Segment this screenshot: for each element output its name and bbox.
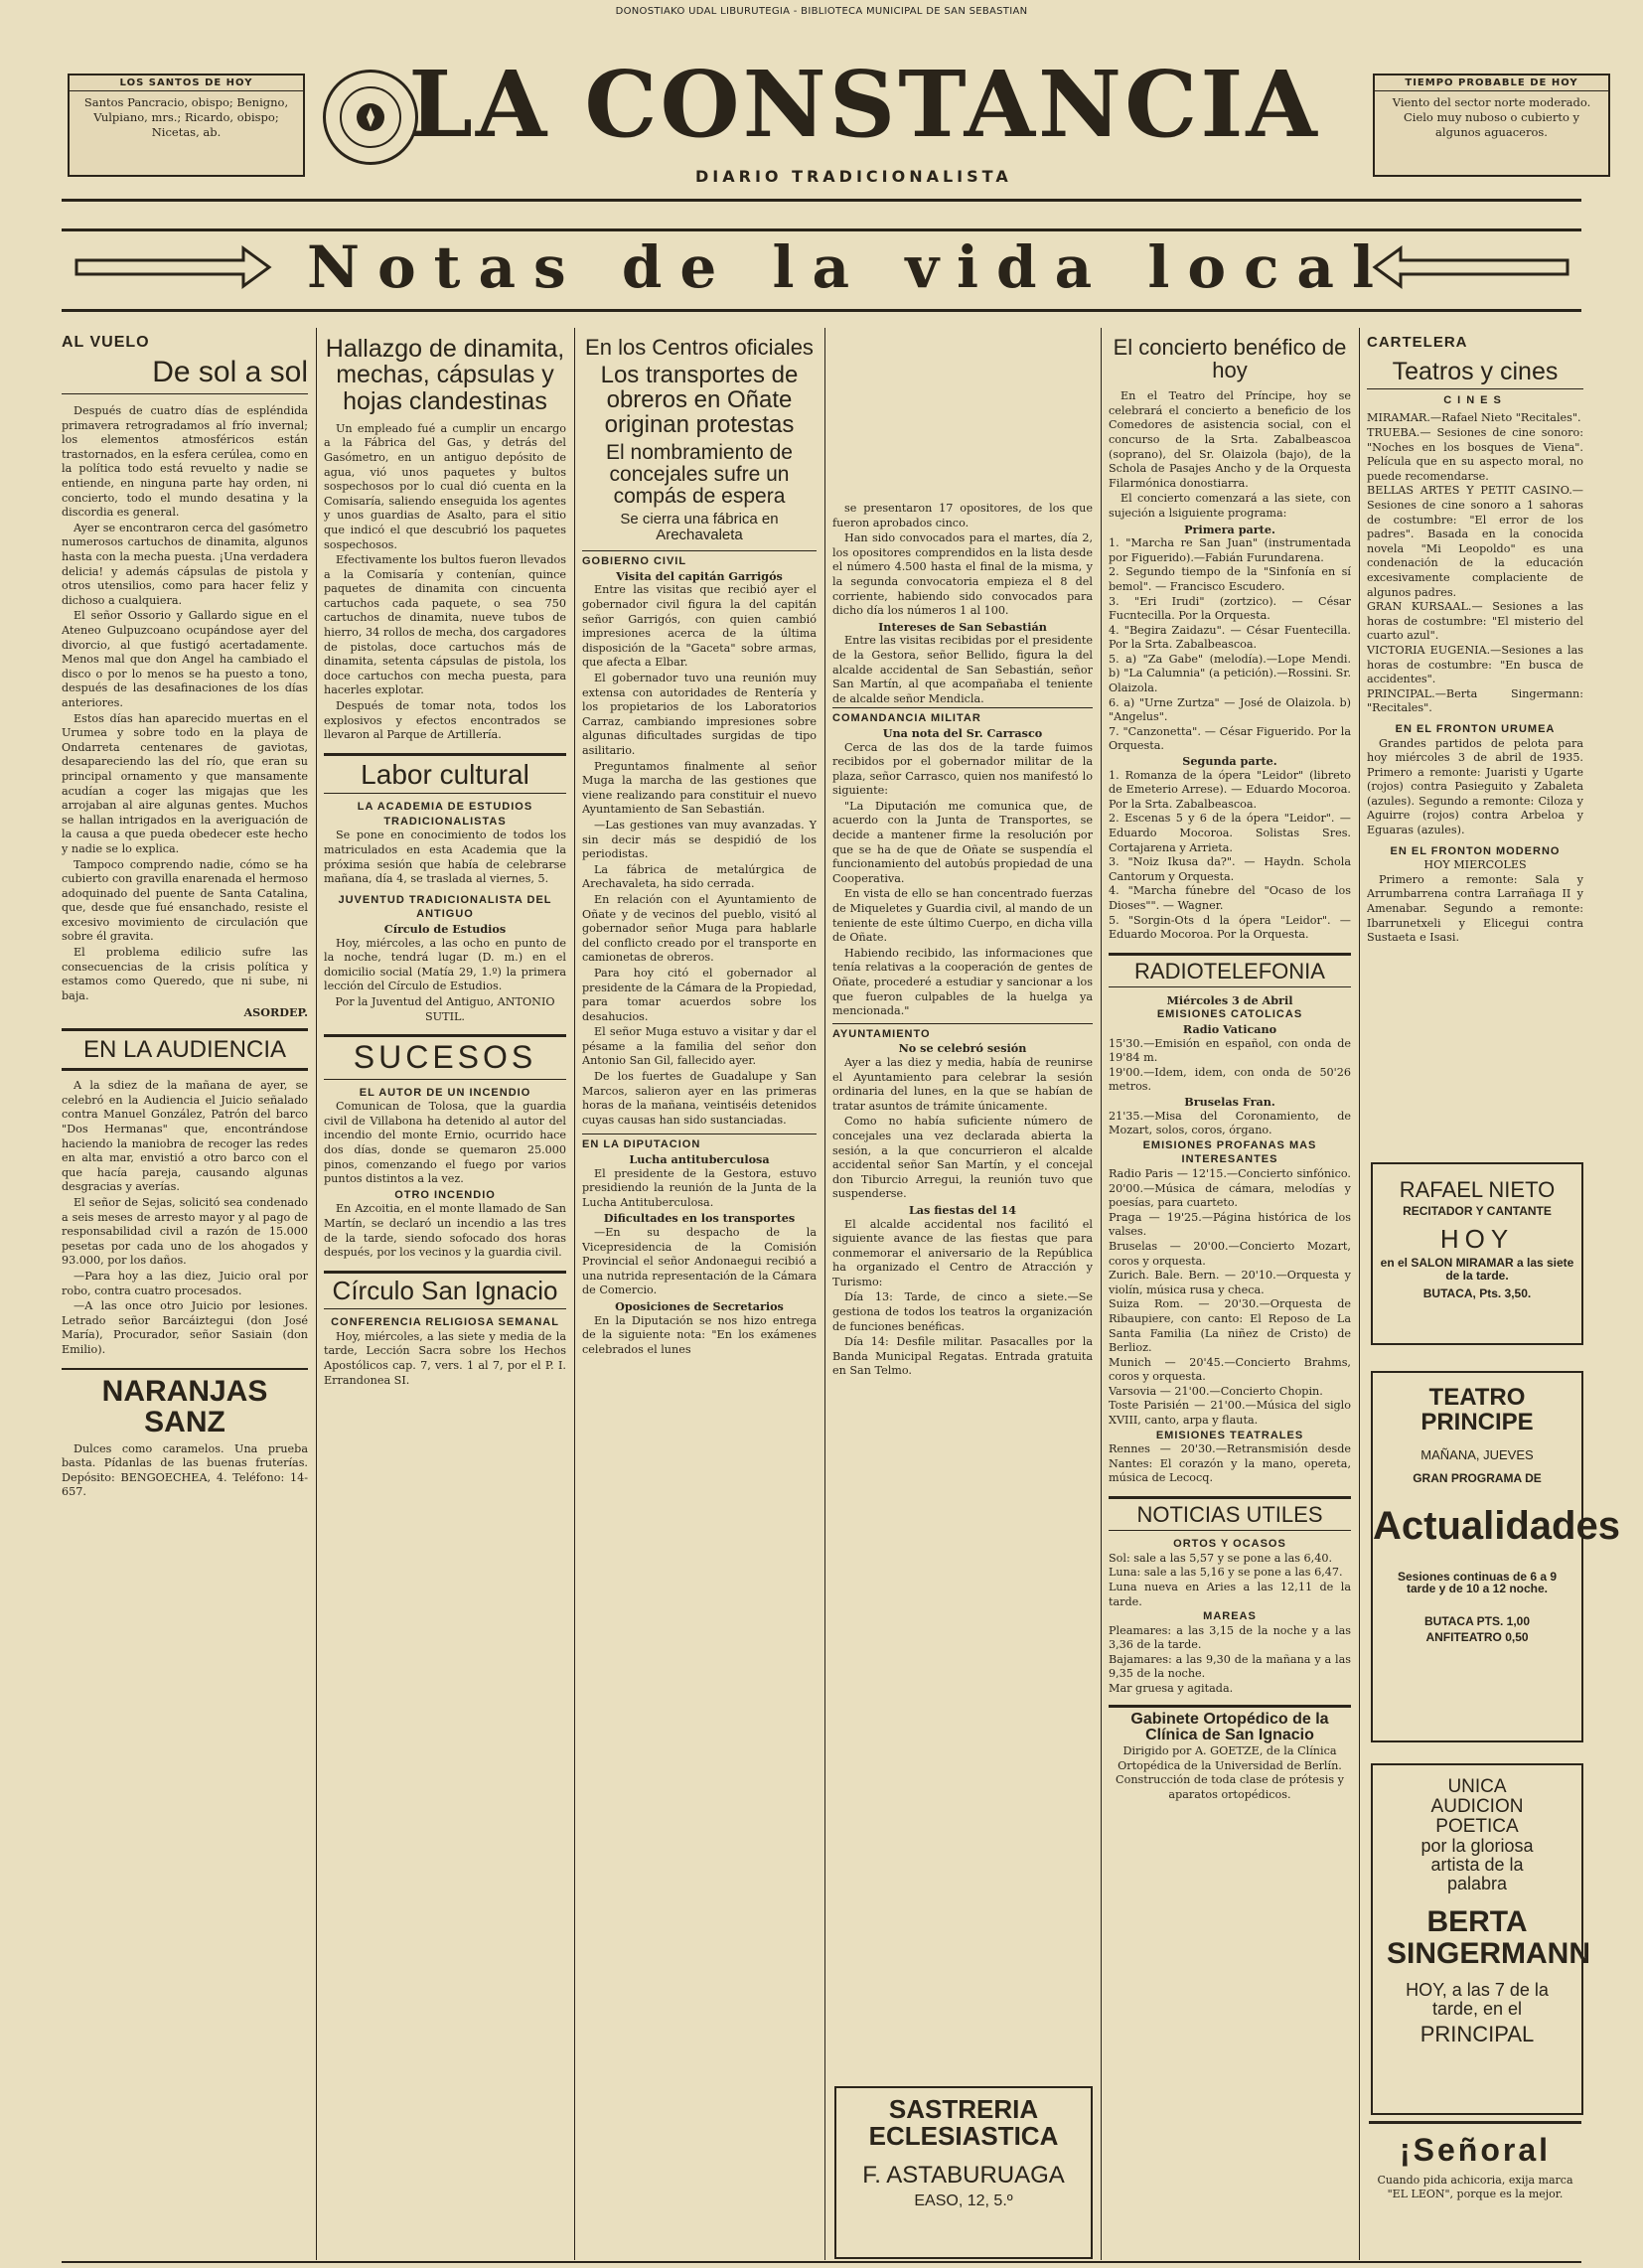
paragraph: El concierto comenzará a las siete, con sujeción a lsiguiente programa: xyxy=(1109,492,1351,520)
paragraph: Grandes partidos de pelota para hoy miércoles 3 de abril de 1935. Primero a remonte: Juaristi y Ugarte (rojos) contra Pasieguito y Zabaleta (azules). Segundo a remonte: Ciloza y Aguirre (rojos) contra Arbeloa y Eguaras (azules). xyxy=(1367,736,1583,837)
paragraph: —Para hoy a las diez, Juicio oral por robo, contra cuatro procesados. xyxy=(62,1269,308,1297)
column-cartelera xyxy=(1367,336,1583,1031)
radio-line: Rennes — 20'30.—Retransmisión desde Nantes: El corazón y la mano, opereta, música de Lecocq. xyxy=(1109,1442,1351,1485)
ad-principe-sessions: Sesiones continuas de 6 a 9 tarde y de 10 a 12 noche. xyxy=(1397,1569,1558,1596)
paragraph: A la sdiez de la mañana de ayer, se celebró en la Audiencia el Juicio señalado contra Manuel González, Patrón del barco "Dos Hermanas" que, encontrándose haciendo la maniobra de recoger las redes en alta mar, envistió a otro barco con el que hacía pareja, causando algunas desgracias y averías. xyxy=(62,1079,308,1194)
ad-naranjas-text: Dulces como caramelos. Una prueba basta. Pídanlas de las buenas fruterías. Depósito: BENGOECHEA, 4. Teléfono: 14-657. xyxy=(62,1441,308,1499)
headline-sucesos: SUCESOS xyxy=(324,1034,566,1080)
ad-gabinete-ortopedico: Gabinete Ortopédico de la Clínica de San Ignacio xyxy=(1109,1705,1351,1745)
paragraph: El alcalde accidental nos facilitó el siguiente avance de las fiestas que para conmemorar el aniversario de la República ha organizado el Centro de Atracción y Turismo: xyxy=(832,1217,1093,1288)
subhead: EMISIONES PROFANAS MAS INTERESANTES xyxy=(1142,1138,1317,1166)
paragraph: Hoy, miércoles, a las ocho en punto de la noche, tendrá lugar (D. m.) en el domicilio social (Matía 29, 1.º) la primera lección del Círculo de Estudios. xyxy=(324,936,566,993)
radio-line: Zurich. Bale. Bern. — 20'10.—Orquesta y violín, música rusa y checa. xyxy=(1109,1269,1351,1296)
radio-line: Radio Paris — 12'15.—Concierto sinfónico. 20'00.—Música de cámara, melodías y poesías, para cuarteto. xyxy=(1109,1166,1351,1210)
ad-berta-line: AUDICION xyxy=(1430,1795,1524,1817)
headline-circulo-san-ignacio: Círculo San Ignacio xyxy=(324,1271,566,1309)
paragraph: En Azcoitia, en el monte llamado de San Martín, se declaró un incendio a las tres de la tarde, siendo sofocado dos horas después, por los vecinos y la guardia civil. xyxy=(324,1202,566,1260)
info-line: Pleamares: a las 3,15 de la noche y a las 3,36 de la tarde. xyxy=(1109,1623,1351,1652)
paragraph: El gobernador tuvo una reunión muy extensa con autoridades de Rentería y los propietarios de los Laboratorios Carraz, cambiando impresiones sobre algunas dificultades surgidas de tipo asilitario. xyxy=(582,672,817,758)
info-line: Luna: sale a las 5,16 y se pone a las 6,47. xyxy=(1109,1566,1343,1580)
paragraph: Un empleado fué a cumplir un encargo a la Fábrica del Gas, y detrás del Gasómetro, en un antiguo depósito de agua, vió unos paquetes y bultos sospechosos por lo cual dió cuenta en la Comisaría, saliendo enseguida los agentes y unos guardias de Asalto, para el sitio que indicó el que descubrió los paquetes sospechosos. xyxy=(324,421,566,551)
paragraph: En relación con el Ayuntamiento de Oñate y de vecinos del pueblo, visitó al gobernador señor Muga para hablarle del conflicto creado por el transporte en camionetas de obreros. xyxy=(582,892,817,965)
paragraph: Después de tomar nota, todos los explosivos y efectos encontrados se llevaron al Parque de Artillería. xyxy=(324,699,566,742)
headline-labor-cultural: Labor cultural xyxy=(324,753,566,794)
weather-box-text: Viento del sector norte moderado. Cielo muy nuboso o cubierto y algunos aguaceros. xyxy=(1392,95,1591,139)
ad-nieto-hoy: HOY xyxy=(1439,1223,1515,1254)
ad-naranjas-sanz: NARANJAS SANZ xyxy=(62,1368,308,1438)
section-gobierno-civil: GOBIERNO CIVIL xyxy=(582,550,817,569)
subhead: OTRO INCENDIO xyxy=(394,1188,496,1201)
ad-sastreria-address: EASO, 12, 5.º xyxy=(914,2192,1013,2209)
paragraph: En el Teatro del Príncipe, hoy se celebrará el concierto a beneficio de los Comedores de asistencia social, con el concurso de la Srta. Zabalbeascoa (soprano), del Sr. Olaizola (bajo), de la Schola de Pasajes Ancho y de la Orquesta Filarmónica donostiarra. xyxy=(1109,389,1351,490)
subhead: CONFERENCIA RELIGIOSA SEMANAL xyxy=(331,1316,559,1329)
headline-de-sol-a-sol: De sol a sol xyxy=(62,357,308,395)
subhead: EN EL FRONTON URUMEA xyxy=(1395,722,1556,735)
program-item: 3. "Eri Irudi" (zortzico). — César Fucntecilla. Por la Orquesta. xyxy=(1109,594,1351,623)
subhead: No se celebró sesión xyxy=(898,1041,1027,1056)
ad-berta-when: HOY, a las 7 de la tarde, en el xyxy=(1406,1980,1549,2020)
subhead: MAREAS xyxy=(1203,1610,1257,1623)
paragraph: En la Diputación se nos hizo entrega de la siguiente nota: "En los exámenes celebrados el lunes xyxy=(582,1313,817,1356)
paragraph: Cerca de las dos de la tarde fuimos recibidos por el gobernador militar de la plaza, señor Carrasco, quien nos manifestó lo siguiente: xyxy=(832,740,1093,798)
subhead: LA ACADEMIA DE ESTUDIOS TRADICIONALISTAS xyxy=(357,801,533,828)
headline-audiencia: EN LA AUDIENCIA xyxy=(62,1028,308,1071)
ad-sastreria-name: F. ASTABURUAGA xyxy=(862,2161,1065,2189)
kicker-cartelera: CARTELERA xyxy=(1367,336,1468,351)
paragraph: Ayer a las diez y media, había de reunirse el Ayuntamiento para celebrar la sesión ordinaria del lunes, en la que se habían de tratar asuntos de trámite únicamente. xyxy=(832,1055,1093,1113)
paragraph: De los fuertes de Guadalupe y San Marcos, salieron ayer en las primeras horas de la mañana, veintiséis detenidos cuyas causas han sido sustanciadas. xyxy=(582,1070,817,1127)
paragraph: Entre las visitas que recibió ayer el gobernador civil figura la del capitán señor Garrigós, con quien cambió impresiones acerca de la última disposición de la "Gaceta" sobre armas, que afecta a Elbar. xyxy=(582,583,817,670)
ad-principe-title: TEATRO PRINCIPE xyxy=(1420,1384,1534,1436)
subhead: EL AUTOR DE UN INCENDIO xyxy=(359,1086,531,1099)
subhead: Lucha antituberculosa xyxy=(629,1152,770,1167)
paragraph: Como no había suficiente número de concejales una vez declarada abierta la sesión, a la que concurrieron el alcalde accidental señor San Martín, y el concejal don Tiburcio Arregui, la reunión tuvo que suspenderse. xyxy=(832,1115,1093,1201)
paragraph: Efectivamente los bultos fueron llevados a la Comisaría y contenían, quince paquetes de dinamita con cincuenta cartuchos cada paquete, o sea 750 cartuchos de dinamita, nueve tubos de hierro, 34 rollos de mecha, dos cargadores de pistolas, doce cartuchos más de dinamita, setenta cápsulas de pistola, los doce cartuchos con mecha puesta, para hacerles explotar. xyxy=(324,553,566,697)
saints-box-head: LOS SANTOS DE HOY xyxy=(70,76,303,91)
ad-sastreria-title: SASTRERIA ECLESIASTICA xyxy=(868,2094,1059,2152)
paragraph: El señor Ossorio y Gallardo sigue en el Ateneo Gulpuzcoano ocupándose ayer del divorcio, al que fustigó acertadamente. Menos mal que don Angel ha cambiado el disco o por lo menos se ha puesto a tono, después de las desafinaciones de los días anteriores. xyxy=(62,609,308,709)
subhead: Una nota del Sr. Carrasco xyxy=(882,725,1043,740)
subhead: EMISIONES CATOLICAS xyxy=(1156,1008,1303,1021)
radio-line: 19'00.—Idem, idem, con onda de 50'26 metros. xyxy=(1109,1065,1351,1094)
ad-principe-day: MAÑANA, JUEVES xyxy=(1420,1447,1534,1463)
listing: PRINCIPAL.—Berta Singermann: "Recitales". xyxy=(1367,686,1583,715)
newspaper-title: LA CONSTANCIA xyxy=(408,51,1320,158)
paragraph: En vista de ello se han concentrado fuerzas de Miqueletes y Guardia civil, al mando de un teniente de este último Cuerpo, en dicha villa de Oñate. xyxy=(832,887,1093,945)
ad-senora-title: ¡Señoral xyxy=(1399,2132,1552,2168)
paragraph: Día 13: Tarde, de cinco a siete.—Se gestiona de todos los teatros la organización de funciones benéficas. xyxy=(832,1290,1093,1333)
column-dinamita xyxy=(324,336,566,2258)
column-divider xyxy=(1101,328,1102,2260)
weather-box-head: TIEMPO PROBABLE DE HOY xyxy=(1375,76,1608,91)
headline-transportes-onate: Los transportes de obreros en Oñate originan protestas xyxy=(600,362,799,439)
ad-berta-singermann xyxy=(1371,1763,1591,2115)
paragraph: Primero a remonte: Sala y Arrumbarrena contra Larrañaga II y Amenabar. Segundo a remonte: Ibarrunetxeli y Elicegui contra Sustaeta e Isasi. xyxy=(1367,872,1583,945)
program-item: 4. "Begira Zaidazu". — César Fuentecilla. Por la Srta. Zabalbeascoa. xyxy=(1109,623,1351,652)
paragraph: "La Diputación me comunica que, de acuerdo con la Junta de Transportes, se decide a mantener firme la resolución por que se ha de que de Oñate se suspendía el funcionamiento del autobús propiedad de una Cooperativa. xyxy=(832,799,1093,885)
ad-nieto-role: RECITADOR Y CANTANTE xyxy=(1403,1204,1552,1219)
signature: Por la Juventud del Antiguo, ANTONIO SUTIL. xyxy=(335,994,555,1023)
listing: GRAN KURSAAL.— Sesiones a las horas de costumbre: "El misterio del cuarto azul". xyxy=(1367,600,1583,643)
paragraph: El señor de Sejas, solicitó sea condenado a seis meses de arresto mayor y al pago de responsabilidad civil a razón de 15.000 pesetas por cada uno de los ahogados y 93.000, por los daños. xyxy=(62,1195,308,1268)
headline-teatros-y-cines: Teatros y cines xyxy=(1367,359,1583,389)
column-divider xyxy=(1359,328,1360,2260)
ad-nieto-place: en el SALON MIRAMAR a las siete de la tarde. xyxy=(1380,1255,1574,1283)
weather-box xyxy=(1373,74,1610,177)
masthead-rule xyxy=(62,199,1581,202)
signature: ASORDEP. xyxy=(243,1005,308,1020)
subhead: Oposiciones de Secretarios xyxy=(615,1298,784,1313)
headline-noticias-utiles: NOTICIAS UTILES xyxy=(1109,1496,1351,1531)
info-line: Bajamares: a las 9,30 de la mañana y a las 9,35 de la noche. xyxy=(1109,1652,1351,1681)
paragraph: Estos días han aparecido muertas en el Urumea y sobre todo en la playa de Ondarreta centenares de gaviotas, desapareciendo las del río, que eran su principal ornamento y que mansamente acudían a coger las migajas que les arrojaban al aire algunas gentes. Muchos se hallan intrigados en la averiguación de la causa a que pueda obedecer este hecho y nadie se lo explica. xyxy=(62,711,308,855)
kicker-centros-oficiales: En los Centros oficiales xyxy=(585,336,814,360)
ad-principe-price: ANFITEATRO 0,50 xyxy=(1425,1630,1529,1645)
program-item: 4. "Marcha fúnebre del "Ocaso de los Dioses"". — Wagner. xyxy=(1109,884,1351,912)
paragraph: Preguntamos finalmente al señor Muga la marcha de las gestiones que viene realizando para constituir el nuevo Ayuntamiento de San Sebastián. xyxy=(582,759,817,817)
ad-berta-line: artista de la xyxy=(1430,1854,1524,1875)
subhead: Dificultades en los transportes xyxy=(603,1211,796,1226)
subhead: EN EL FRONTON MODERNO xyxy=(1390,844,1561,857)
radio-line: Praga — 19'25.—Página histórica de los valses. xyxy=(1109,1210,1351,1239)
paragraph: Después de cuatro días de espléndida primavera retrogradamos al frío invernal; los elementos atmosféricos están trastornados, en la esfera cerúlea, como en la política todo está revuelto y nadie se entiende, en ninguna parte hay orden, ni concierto, todo el mundo desatina y la discordia es general. xyxy=(62,404,308,520)
paragraph: Tampoco comprendo nadie, cómo se ha cubierto con gravilla enarenada el hermoso adoquinado del puente de Santa Catalina, que, desde que fué ensanchado, resiste el excesivo movimiento de circulación que sobre él gravita. xyxy=(62,857,308,944)
ad-berta-line: POETICA xyxy=(1435,1815,1519,1837)
radio-line: Bruselas — 20'00.—Concierto Mozart, coros y orquesta. xyxy=(1109,1239,1351,1268)
subhead: Círculo de Estudios xyxy=(383,921,507,936)
ad-berta-line: por la gloriosa xyxy=(1420,1835,1534,1856)
saints-box-text: Santos Pancracio, obispo; Benigno, Vulpiano, mrs.; Ricardo, obispo; Nicetas, ab. xyxy=(83,95,289,139)
paragraph: El presidente de la Gestora, estuvo presidiendo la reunión de la Junta de la Lucha Antituberculosa. xyxy=(582,1166,817,1209)
column-concierto xyxy=(1109,336,1351,2258)
ad-berta-line: UNICA xyxy=(1447,1776,1507,1797)
paragraph: Han sido convocados para el martes, día 2, los opositores comprendidos en la lista desde el número 4.500 hasta el final de la misma, y la segunda convocatoria empieza el 8 del corriente, habiendo sido convocados para dicho día los números 1 al 100. xyxy=(832,531,1093,618)
radio-line: Toste Parisién — 21'00.—Música del siglo XVIII, canto, arpa y flauta. xyxy=(1109,1399,1351,1428)
subhead: Miércoles 3 de Abril xyxy=(1166,992,1293,1007)
column-divider xyxy=(824,328,825,2260)
program-item: 7. "Canzonetta". — César Figuerido. Por la Orquesta. xyxy=(1109,724,1351,753)
ad-senora-text: Cuando pida achicoria, exija marca "EL LEON", porque es la mejor. xyxy=(1377,2173,1573,2200)
program-item: 3. "Noiz Ikusa da?". — Haydn. Schola Cantorum y Orquesta. xyxy=(1109,855,1351,883)
paragraph: —En su despacho de la Vicepresidencia de la Comisión Provincial el señor Andonaegui recibió a una nutrida representación de la Cámara de Comercio. xyxy=(582,1226,817,1297)
radio-line: 15'30.—Emisión en español, con onda de 19'84 m. xyxy=(1109,1036,1351,1065)
program-item: 2. Segundo tiempo de la "Sinfonía en sí bemol". — Francisco Escudero. xyxy=(1109,565,1351,593)
radio-line: Suiza Rom. — 20'30.—Orquesta de Ribaupiere, con canto: El Reposo de La Santa Familia (La niñez de Cristo) de Berlioz. xyxy=(1109,1297,1351,1355)
section-diputacion: EN LA DIPUTACION xyxy=(582,1134,817,1152)
paragraph: El problema edilicio sufre las consecuencias de la crisis política y estamos como Queredo, que ni sube, ni baja. xyxy=(62,946,308,1002)
subhead: HOY MIERCOLES xyxy=(1423,858,1527,872)
program-item: 6. a) "Urne Zurtza" — José de Olaizola. b) "Angelus". xyxy=(1109,695,1351,724)
program-item: 1. "Marcha re San Juan" (instrumentada por Figuerido).—Fabián Furundarena. xyxy=(1109,536,1351,564)
headline-radiotelefonia: RADIOTELEFONIA xyxy=(1109,953,1351,987)
subhead-cines: CINES xyxy=(1443,393,1507,406)
paragraph: Entre las visitas recibidas por el presidente de la Gestora, señor Bellido, figura la del alcalde accidental de San Sebastián, señor San Martín, al que acompañaba el teniente de alcalde señor Mendicla. xyxy=(832,634,1093,705)
headline-concierto: El concierto benéfico de hoy xyxy=(1113,336,1347,383)
ad-teatro-principe xyxy=(1371,1371,1620,1742)
paragraph: Ayer se encontraron cerca del gasómetro numerosos cartuchos de dinamita, algunos hasta con la mecha puesta. ¡Una verdadera delicia! y además cápsulas de pistola y otros utensilios, como para hacer feliz y dichoso a cualquiera. xyxy=(62,521,308,607)
paragraph: Hoy, miércoles, a las siete y media de la tarde, Lección Sacra sobre los Hechos Apostólicos cap. 7, vers. 1 al 7, por el P. I. Errandonea SI. xyxy=(324,1329,566,1387)
ad-nieto-price: BUTACA, Pts. 3,50. xyxy=(1422,1286,1532,1301)
ad-sastreria xyxy=(834,2086,1093,2259)
ad-principe-price: BUTACA PTS. 1,00 xyxy=(1423,1613,1531,1628)
column-continuation xyxy=(832,502,1093,2258)
paragraph: —A las once otro Juicio por lesiones. Letrado señor Barcáiztegui (don José María), Procurador, señor Sasiain (don Emilio). xyxy=(62,1299,308,1356)
listing: BELLAS ARTES Y PETIT CASINO.— Sesiones de cine sonoro a 1 sahoras de costumbre: "El error de los padres". Basada en la conocida novela "Mi Leopoldo" es una condenación de la educación excesivamente complaciente de algunos padres. xyxy=(1367,484,1583,599)
program-item: 5. a) "Za Gabe" (melodía).—Lope Mendi. b) "La Calumnia" (a petición).—Rossini. Sr. Olaizola. xyxy=(1109,652,1351,695)
left-arrow-icon xyxy=(75,242,273,292)
column-divider xyxy=(574,328,575,2260)
paragraph: Para hoy citó el gobernador al presidente de la Cámara de la Propiedad, para tomar acuerdos sobre los desahucios. xyxy=(582,966,817,1023)
ad-nieto-name: RAFAEL NIETO xyxy=(1399,1177,1556,1202)
ad-rafael-nieto xyxy=(1371,1162,1583,1345)
paragraph: Comunican de Tolosa, que la guardia civil de Villabona ha detenido al autor del incendio del monte Ernio, ocurrido hace dos días, donde se quemaron 25.000 pinos, comenzando el fuego por varios puntos distintos a la vez. xyxy=(324,1100,566,1186)
paragraph: El señor Muga estuvo a visitar y dar el pésame a la familia del señor don Antonio San Gil, fallecido ayer. xyxy=(582,1025,817,1068)
info-line: Mar gruesa y agitada. xyxy=(1109,1682,1234,1696)
subhead: Intereses de San Sebastián xyxy=(878,619,1047,634)
subhead: ORTOS Y OCASOS xyxy=(1173,1538,1286,1551)
subhead: Radio Vaticano xyxy=(1182,1022,1277,1037)
subhead: Las fiestas del 14 xyxy=(908,1202,1017,1217)
headline-dinamita: Hallazgo de dinamita, mechas, cápsulas y hojas clandestinas xyxy=(325,336,565,415)
ad-principe-gran: GRAN PROGRAMA DE xyxy=(1413,1471,1542,1486)
ad-berta-place: PRINCIPAL xyxy=(1419,2022,1535,2047)
ad-gabinete-text: Dirigido por A. GOETZE, de la Clínica Ortopédica de la Universidad de Berlín. Construcción de toda clase de prótesis y aparatos ortopédicos. xyxy=(1116,1744,1344,1802)
program-item: 1. Romanza de la ópera "Leidor" (libreto de Emeterio Arrese). — Eduardo Mocoroa. Por la Srta. Zabalbeascoa. xyxy=(1109,768,1351,811)
program-item: 2. Escenas 5 y 6 de la ópera "Leidor". — Eduardo Mocoroa. Solistas Sres. Cortajarena y Arrieta. xyxy=(1109,812,1351,854)
archive-note: DONOSTIAKO UDAL LIBURUTEGIA - BIBLIOTECA MUNICIPAL DE SAN SEBASTIAN xyxy=(615,6,1028,17)
banner-title: Notas de la vida local xyxy=(306,233,1393,301)
column-centros-oficiales xyxy=(582,336,817,2258)
paragraph: La fábrica de metalúrgica de Arechavaleta, ha sido cerrada. xyxy=(582,862,817,891)
kicker-al-vuelo: AL VUELO xyxy=(62,336,150,351)
ad-senora xyxy=(1369,2121,1581,2263)
subhead: Segunda parte. xyxy=(1182,754,1277,769)
program-item: 5. "Sorgin-Ots d la ópera "Leidor". — Eduardo Mocoroa. Por la Orquesta. xyxy=(1109,913,1351,942)
listing: MIRAMAR.—Rafael Nieto "Recitales". xyxy=(1367,411,1581,425)
radio-line: Munich — 20'45.—Concierto Brahms, coros y orquesta. xyxy=(1109,1355,1351,1384)
saints-box xyxy=(68,74,305,177)
section-ayuntamiento: AYUNTAMIENTO xyxy=(832,1023,1093,1042)
ad-berta-name: BERTA SINGERMANN xyxy=(1387,1905,1591,1970)
info-line: Luna nueva en Aries a las 12,11 de la tarde. xyxy=(1109,1580,1351,1608)
column-al-vuelo xyxy=(62,336,308,2258)
subhead: Primera parte. xyxy=(1184,522,1275,536)
subhead: Visita del capitán Garrigós xyxy=(616,568,783,583)
ad-berta-line: palabra xyxy=(1446,1873,1508,1893)
ad-principe-actualidades: Actualidades xyxy=(1373,1503,1620,1548)
paragraph: —Las gestiones van muy avanzadas. Y sin decir más se despidió de los periodistas. xyxy=(582,818,817,861)
radio-line: 21'35.—Misa del Coronamiento, de Mozart, solos, coros, órgano. xyxy=(1109,1109,1351,1137)
listing: TRUEBA.— Sesiones de cine sonoro: "Noches en los bosques de Viena". Película que en su aspecto moral, no puede recomendarse. xyxy=(1367,426,1583,483)
deck-concejales: El nombramiento de concejales sufre un compás de espera xyxy=(606,440,793,508)
listing: VICTORIA EUGENIA.—Sesiones a las horas de costumbre: "En busca de accidentes". xyxy=(1367,643,1583,686)
subhead: Bruselas Fran. xyxy=(1184,1095,1275,1109)
deck-fabrica: Se cierra una fábrica en Arechavaleta xyxy=(620,510,779,543)
info-line: Sol: sale a las 5,57 y se pone a las 6,40. xyxy=(1109,1551,1333,1565)
section-comandancia: COMANDANCIA MILITAR xyxy=(832,707,1093,726)
paragraph: Habiendo recibido, las informaciones que tenía relativas a la cooperación de gentes de Oñate, procederé a estudiar y sancionar a los que fueron culpables de la huelga ya mencionada." xyxy=(832,946,1093,1018)
column-divider xyxy=(316,328,317,2260)
subhead: EMISIONES TEATRALES xyxy=(1155,1429,1304,1441)
newspaper-subtitle: DIARIO TRADICIONALISTA xyxy=(695,167,1012,186)
radio-line: Varsovia — 21'00.—Concierto Chopin. xyxy=(1109,1384,1323,1398)
bottom-rule xyxy=(62,2261,1581,2263)
paragraph: Se pone en conocimiento de todos los matriculados en esta Academia que la próxima sesión que había de celebrarse mañana, día 4, se traslada al viernes, 5. xyxy=(324,829,566,886)
paragraph: se presentaron 17 opositores, de los que fueron aprobados cinco. xyxy=(832,502,1093,529)
paragraph: Día 14: Desfile militar. Pasacalles por la Banda Municipal Regatas. Entrada gratuita en San Telmo. xyxy=(832,1335,1093,1378)
subhead: JUVENTUD TRADICIONALISTA DEL ANTIGUO xyxy=(338,893,552,921)
right-arrow-icon xyxy=(1371,242,1569,292)
